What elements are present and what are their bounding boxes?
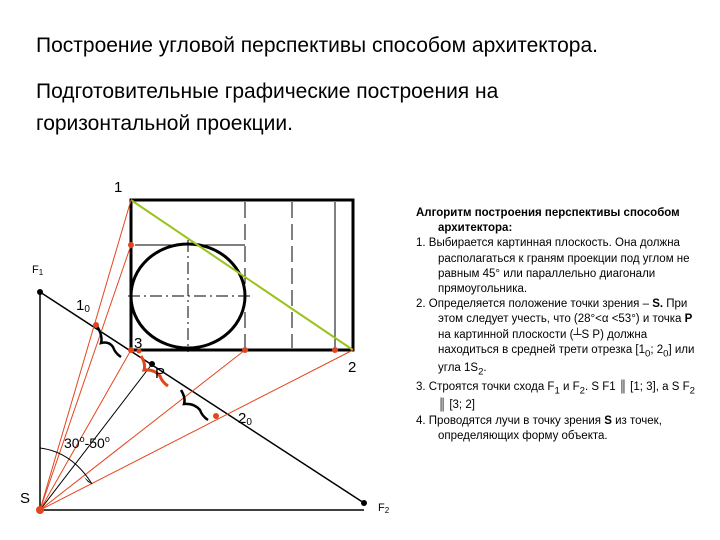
label-3: 3 — [134, 335, 143, 352]
bracket-upper — [97, 326, 121, 357]
point-s — [36, 506, 44, 514]
label-1-0: 10 — [76, 297, 90, 315]
label-2-0: 20 — [238, 410, 252, 428]
label-s: S — [20, 490, 31, 507]
label-f1: F1 — [32, 264, 44, 277]
algorithm-heading: Алгоритм построения перспективы способом архитектора: — [416, 207, 680, 235]
red-rays — [40, 200, 353, 510]
label-1: 1 — [114, 179, 123, 196]
bracket-lower — [181, 390, 208, 420]
page-subtitle: Подготовительные графические построения на горизонтальной проекции. — [36, 80, 499, 135]
ray-3 — [40, 350, 131, 510]
point-2 — [332, 347, 338, 353]
label-angle-range: $30^о-50^о$ — [64, 434, 110, 451]
algorithm-step-4: 4. Проводятся лучи в точку зрения S из точек, определяющих форму объекта. — [416, 414, 662, 442]
point-f1 — [37, 289, 43, 295]
point-20 — [213, 413, 219, 419]
point-10 — [93, 322, 99, 328]
point-f2 — [361, 500, 367, 506]
green-diagonal — [131, 200, 353, 350]
algorithm-step-1: 1. Выбирается картинная плоскость. Она должна располагаться к граням проекции под углом не равным 45° или параллельно диагонали прямоугольника. — [416, 237, 690, 296]
point-inner — [128, 242, 134, 248]
label-p: P — [155, 365, 166, 382]
algorithm-step-2: 2. Определяется положение точки зрения – S. При этом следует учесть, что (28°<α <53°) и точка P на картинной плоскости (┴S P) должна находиться в средней трети отрезка [$1_0$; $2_0$] или угла $1S_2$. — [416, 298, 695, 378]
algorithm-step-3: 3. Строятся точки схода $F_1$ и $F_2$. S F1 ║ [1; 3], а S $F_2$ ║ [3; 2] — [416, 380, 695, 412]
page-title: Построение угловой перспективы способом архитектора. — [36, 34, 598, 57]
angle-arc — [40, 448, 92, 484]
ray-a — [40, 350, 245, 510]
point-a — [242, 347, 248, 353]
label-2: 2 — [348, 359, 357, 376]
label-f2: F2 — [378, 502, 390, 515]
algorithm-text-block — [416, 206, 702, 444]
